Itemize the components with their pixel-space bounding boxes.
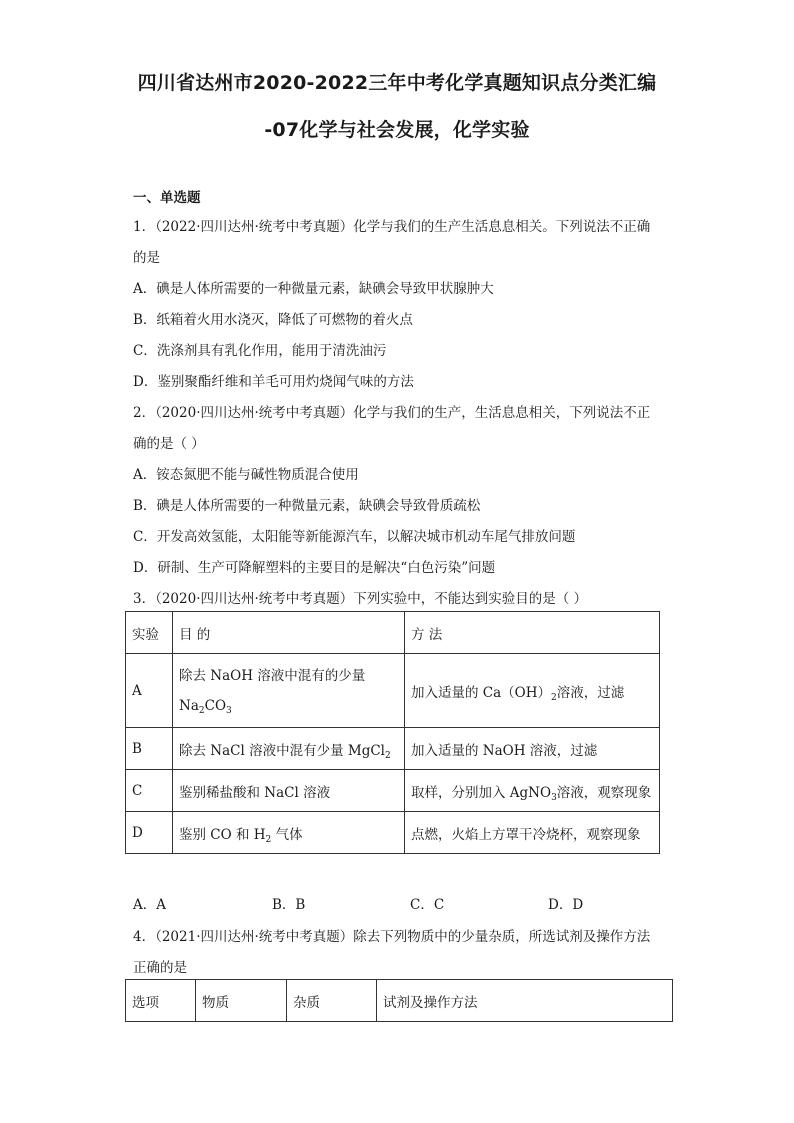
row-key: B [126, 728, 173, 770]
table-header-cell: 物质 [196, 980, 287, 1022]
q1-option-a: A．碘是人体所需要的一种微量元素，缺碘会导致甲状腺肿大 [133, 281, 494, 297]
row-method [405, 770, 660, 812]
formula-subscript: 2 [265, 834, 272, 845]
table-header-cell: 杂质 [287, 980, 377, 1022]
q1-stem-line2: 的是 [133, 250, 160, 266]
table-header-row [126, 612, 660, 654]
q2-option-c: C．开发高效氢能，太阳能等新能源汽车，以解决城市机动车尾气排放问题 [133, 529, 576, 545]
q3-table [125, 611, 660, 854]
row-method: 点燃，火焰上方罩干冷烧杯，观察现象 [405, 812, 660, 854]
row-aim [173, 812, 405, 854]
q2-stem-line1: 2．（2020·四川达州·统考中考真题）化学与我们的生产，生活息息相关，下列说法不正 [133, 405, 651, 421]
method-text: 溶液，观察现象 [556, 784, 652, 801]
table-row [126, 728, 660, 770]
table-header-row [126, 980, 673, 1022]
row-aim [173, 728, 405, 770]
table-row [126, 812, 660, 854]
section-heading: 一、单选题 [133, 190, 201, 206]
aim-text: 鉴别 CO 和 H [179, 826, 266, 843]
q2-option-a: A．铵态氮肥不能与碱性物质混合使用 [133, 467, 359, 483]
q3-choice-a: A．A [133, 897, 166, 913]
q2-option-b: B．碘是人体所需要的一种微量元素，缺碘会导致骨质疏松 [133, 498, 481, 514]
formula-subscript: 2 [198, 705, 205, 716]
aim-text: 除去 NaOH 溶液中混有的少量 [179, 667, 366, 684]
q2-option-d: D．研制、生产可降解塑料的主要目的是解决“白色污染”问题 [133, 560, 496, 576]
formula-part: CO [204, 697, 227, 714]
formula-subscript: 3 [551, 792, 557, 803]
q3-stem: 3．（2020·四川达州·统考中考真题）下列实验中，不能达到实验目的是（ ） [133, 591, 588, 607]
q4-stem-line1: 4．（2021·四川达州·统考中考真题）除去下列物质中的少量杂质，所选试剂及操作方法 [133, 929, 651, 945]
table-header-cell: 方 法 [405, 612, 660, 654]
row-aim [173, 654, 405, 728]
table-header-cell: 选项 [126, 980, 196, 1022]
q1-stem-line1: 1．（2022·四川达州·统考中考真题）化学与我们的生产生活息息相关。下列说法不正确 [133, 219, 651, 235]
table-row [126, 654, 660, 728]
row-aim: 鉴别稀盐酸和 NaCl 溶液 [173, 770, 405, 812]
formula-subscript: 3 [226, 705, 232, 716]
row-key: C [126, 770, 173, 812]
table-row [126, 770, 660, 812]
q1-option-c: C．洗涤剂具有乳化作用，能用于清洗油污 [133, 343, 387, 359]
row-method [405, 654, 660, 728]
q1-option-d: D．鉴别聚酯纤维和羊毛可用灼烧闻气味的方法 [133, 374, 414, 390]
aim-text: 气体 [271, 826, 303, 843]
method-text: 溶液，过滤 [556, 684, 625, 701]
q3-choice-d: D．D [548, 897, 584, 913]
table-header-cell: 目 的 [173, 612, 405, 654]
aim-text: 除去 NaCl 溶液中混有少量 MgCl [179, 742, 385, 759]
formula-part: Na [179, 697, 199, 714]
table-header-cell: 试剂及操作方法 [377, 980, 673, 1022]
method-text: 取样，分别加入 AgNO [411, 784, 552, 801]
q3-choice-b: B．B [272, 897, 306, 913]
row-key: A [126, 654, 173, 728]
q2-stem-line2: 确的是（ ） [133, 436, 205, 452]
method-text: 加入适量的 Ca（OH） [411, 684, 552, 701]
q4-stem-line2: 正确的是 [133, 960, 187, 976]
formula-subscript: 2 [551, 692, 557, 703]
row-key: D [126, 812, 173, 854]
document-title-line1: 四川省达州市2020-2022三年中考化学真题知识点分类汇编 [137, 72, 657, 94]
document-title-line2: -07化学与社会发展，化学实验 [264, 119, 530, 141]
q3-choice-c: C．C [410, 897, 445, 913]
q4-table [125, 979, 673, 1022]
row-method: 加入适量的 NaOH 溶液，过滤 [405, 728, 660, 770]
formula-subscript: 2 [385, 750, 391, 761]
q1-option-b: B．纸箱着火用水浇灭，降低了可燃物的着火点 [133, 312, 413, 328]
table-header-cell: 实验 [126, 612, 173, 654]
